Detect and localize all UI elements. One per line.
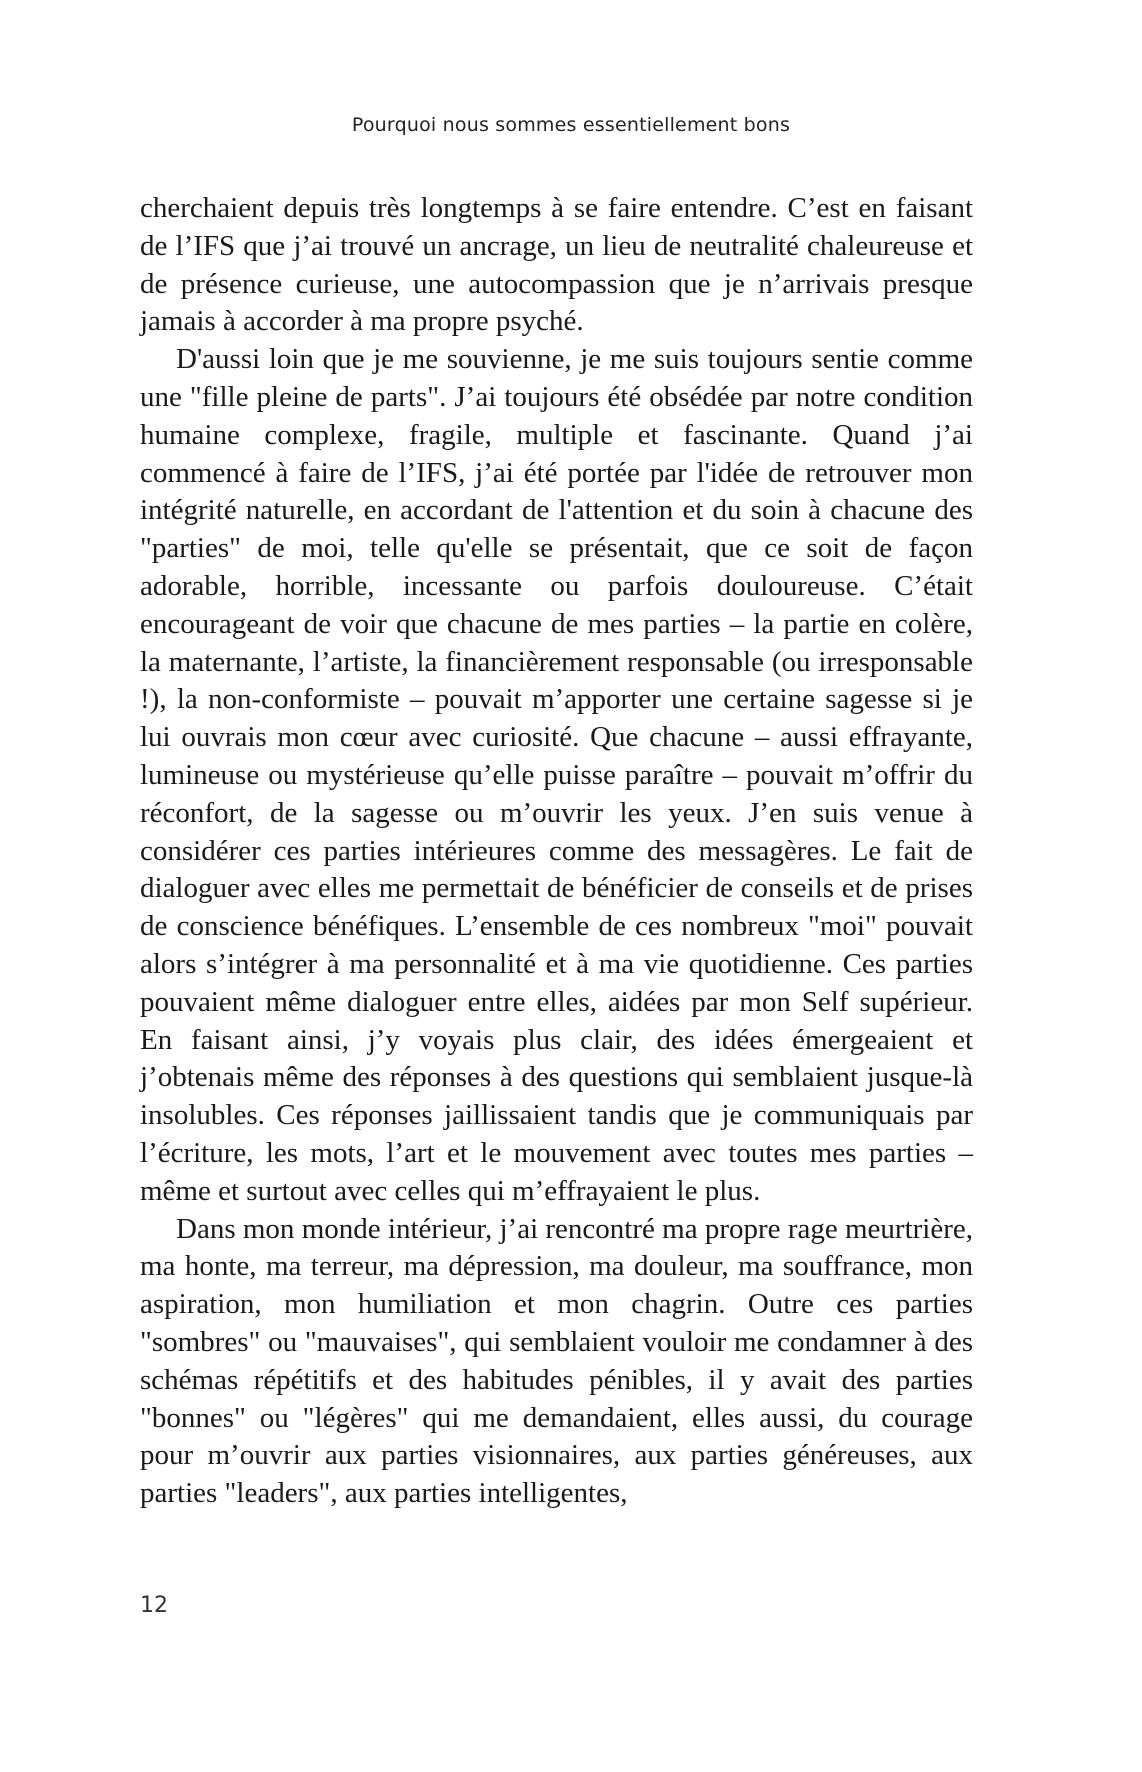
paragraph-continuation: cherchaient depuis très longtemps à se faire entendre. C’est en faisant de l’IFS que j’ai trouvé un ancrage, un lieu de neutralité chaleureuse et de présence curieuse, une autocompassion que je n’arrivais presque jamais à accorder à ma propre psyché.	[140, 192, 973, 338]
paragraph: Dans mon monde intérieur, j’ai rencontré ma propre rage meurtrière, ma honte, ma terreur, ma dépression, ma douleur, ma souffrance, mon aspiration, mon humiliation et mon chagrin. Outre ces parties "sombres" ou "mauvaises", qui semblaient vouloir me condamner à des schémas répétitifs et des habitudes pénibles, il y avait des parties "bonnes" ou "légères" qui me demandaient, elles aussi, du courage pour m’ouvrir aux parties visionnaires, aux parties généreuses, aux parties "leaders", aux parties intelligentes,	[140, 1212, 973, 1510]
paragraph: D'aussi loin que je me souvienne, je me suis toujours sentie comme une "fille pleine de parts". J’ai toujours été obsédée par notre condition humaine complexe, fragile, multiple et fascinante. Quand j’ai commencé à faire de l’IFS, j’ai été portée par l'idée de retrouver mon intégrité naturelle, en accordant de l'attention et du soin à chacune des "parties" de moi, telle qu'elle se présentait, que ce soit de façon adorable, horrible, incessante ou parfois douloureuse. C’était encourageant de voir que chacune de mes parties – la partie en colère, la maternante, l’artiste, la financièrement responsable (ou irresponsable !), la non-conformiste – pouvait m’apporter une certaine sagesse si je lui ouvrais mon cœur avec curiosité. Que chacune – aussi effrayante, lumineuse ou mystérieuse qu’elle puisse paraître – pouvait m’offrir du réconfort, de la sagesse ou m’ouvrir les yeux. J’en suis venue à considérer ces parties intérieures comme des messagères. Le fait de dialoguer avec elles me permettait de bénéficier de conseils et de prises de conscience bénéfiques. L’ensemble de ces nombreux "moi" pouvait alors s’intégrer à ma personnalité et à ma vie quotidienne. Ces parties pouvaient même dialoguer entre elles, aidées par mon Self supérieur. En faisant ainsi, j’y voyais plus clair, des idées émergeaient et j’obtenais même des réponses à des questions qui semblaient jusque-là insolubles. Ces réponses jaillissaient tandis que je communiquais par l’écriture, les mots, l’art et le mouvement avec toutes mes parties – même et surtout avec celles qui m’effrayaient le plus.	[140, 343, 973, 1207]
body-text	[140, 190, 973, 1513]
page-number: 12	[140, 1593, 168, 1618]
running-header: Pourquoi nous sommes essentiellement bons	[351, 114, 791, 136]
